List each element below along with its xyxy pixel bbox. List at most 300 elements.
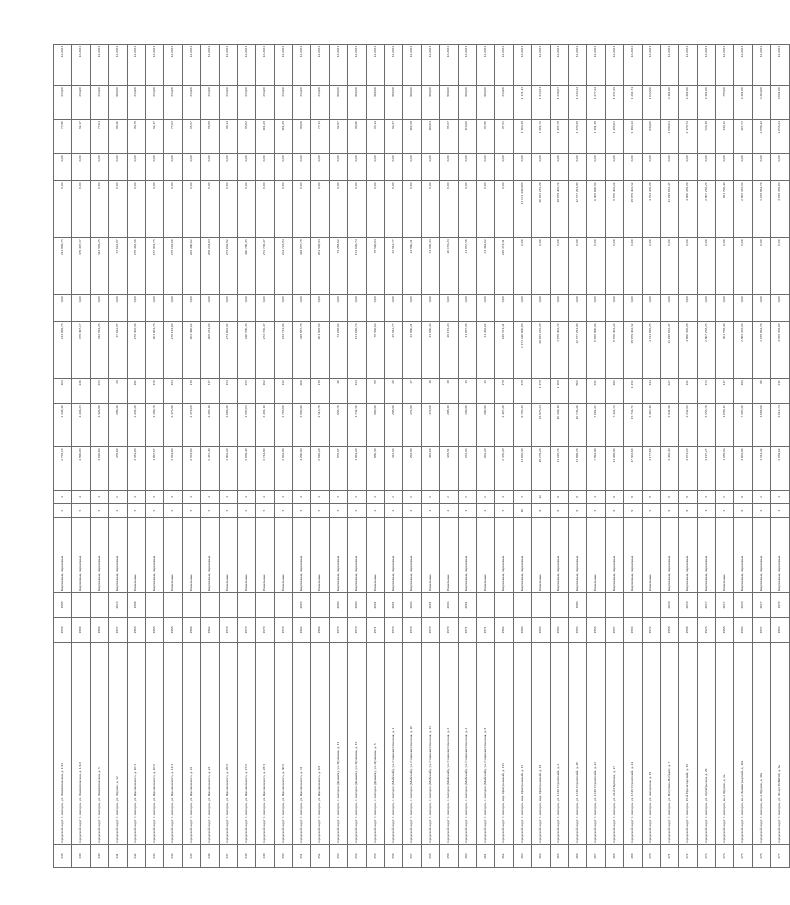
cell-floors: 3 bbox=[348, 504, 366, 518]
cell-entrances: 4 bbox=[90, 490, 108, 504]
cell-total-cost: 11 298 052,47 bbox=[660, 322, 678, 379]
cell-total-cost: 379 497,17 bbox=[72, 322, 90, 379]
cell-fund-cost-1: 0,00 bbox=[421, 295, 439, 322]
cell-row-number: 370 bbox=[642, 845, 660, 868]
cell-max-cost: 1 261,74 bbox=[624, 86, 642, 120]
cell-year-built: 1966 bbox=[72, 617, 90, 642]
cell-planned-period: 12.2031 bbox=[219, 45, 237, 86]
cell-year-built: 1968 bbox=[127, 617, 145, 642]
cell-year-built: 1983 bbox=[550, 617, 568, 642]
cell-entrances: 3 bbox=[329, 490, 347, 504]
cell-address: городской округ г. Ангарск, ул. 1316 Строителей, д. 20 bbox=[568, 642, 586, 844]
cell-living-area: 1 068,60 bbox=[752, 404, 770, 447]
cell-year-built: 1970 bbox=[219, 617, 237, 642]
cell-total-cost: 6 958 800,84 bbox=[587, 322, 605, 379]
cell-max-cost: 960,00 bbox=[403, 86, 421, 120]
cell-total-area: 2 626,20 bbox=[311, 447, 329, 490]
cell-fund-cost-3: 2 807 258,25 bbox=[697, 181, 715, 238]
cell-residents: 184 bbox=[164, 379, 182, 404]
cell-wall-material: Панельные bbox=[274, 517, 292, 592]
cell-planned-period: 12.2031 bbox=[293, 45, 311, 86]
cell-residents: 29 bbox=[109, 379, 127, 404]
cell-living-area: 3 467,40 bbox=[642, 404, 660, 447]
table-row bbox=[90, 45, 108, 868]
cell-year-built: 1968 bbox=[716, 617, 734, 642]
cell-planned-period: 12.2031 bbox=[550, 45, 568, 86]
cell-wall-material: Панельные bbox=[642, 517, 660, 592]
cell-fund-cost-4: 0,00 bbox=[716, 154, 734, 181]
cell-planned-period: 12.2031 bbox=[587, 45, 605, 86]
cell-fund-cost-4: 0,00 bbox=[495, 154, 513, 181]
cell-specific-cost: 1 080,03 bbox=[660, 120, 678, 154]
cell-fund-cost-1: 0,00 bbox=[660, 295, 678, 322]
table-body bbox=[54, 45, 790, 868]
cell-entrances: 4 bbox=[697, 490, 715, 504]
cell-total-area: 479,60 bbox=[109, 447, 127, 490]
cell-floors: 10 bbox=[513, 504, 531, 518]
cell-fund-cost-1: 0,00 bbox=[127, 295, 145, 322]
cell-planned-period: 12.2031 bbox=[72, 45, 90, 86]
cell-entrances: 4 bbox=[256, 490, 274, 504]
cell-total-cost: 214 969,75 bbox=[54, 322, 72, 379]
cell-floors: 5 bbox=[256, 504, 274, 518]
cell-specific-cost: 2 055,24 bbox=[771, 120, 789, 154]
cell-address: городской округ г. Ангарск, г. Ангарск (Майский), ул. Социалистическая, д. 9 bbox=[476, 642, 494, 844]
cell-fund-cost-1: 0,00 bbox=[642, 295, 660, 322]
cell-fund-cost-1: 0,00 bbox=[145, 295, 163, 322]
cell-max-cost: 960,00 bbox=[329, 86, 347, 120]
cell-fund-cost-1: 0,00 bbox=[329, 295, 347, 322]
cell-specific-cost: 98,30 bbox=[109, 120, 127, 154]
cell-wall-material: Панельные bbox=[366, 517, 384, 592]
cell-row-number: 358 bbox=[421, 845, 439, 868]
cell-fund-cost-4: 0,00 bbox=[752, 154, 770, 181]
table-row bbox=[293, 45, 311, 868]
cell-max-cost: 254,00 bbox=[219, 86, 237, 120]
cell-residents: 162 bbox=[256, 379, 274, 404]
cell-living-area: 4 436,25 bbox=[72, 404, 90, 447]
cell-total-cost: 12 577 291,90 bbox=[568, 322, 586, 379]
cell-total-cost: 19 979 402,52 bbox=[624, 322, 642, 379]
cell-year-built: 1971 bbox=[458, 617, 476, 642]
cell-floors: 5 bbox=[54, 504, 72, 518]
cell-entrances: 9 bbox=[605, 490, 623, 504]
table-row bbox=[421, 45, 439, 868]
cell-floors: 4 bbox=[697, 504, 715, 518]
cell-floors: 2 bbox=[476, 504, 494, 518]
table-row bbox=[568, 45, 586, 868]
cell-planned-period: 12.2031 bbox=[164, 45, 182, 86]
cell-wall-material: Кирпичные, первичные bbox=[54, 517, 72, 592]
cell-specific-cost: 1 187,79 bbox=[550, 120, 568, 154]
cell-fund-cost-2: 21 957,56 bbox=[458, 238, 476, 295]
cell-address: городской округ г. Ангарск, мкр. Центральный, д. 15 bbox=[513, 642, 531, 844]
cell-floors: 5 bbox=[201, 504, 219, 518]
cell-total-area: 338,81 bbox=[440, 447, 458, 490]
cell-living-area: 7 597,20 bbox=[734, 404, 752, 447]
cell-fund-cost-1: 0,00 bbox=[366, 295, 384, 322]
cell-floors: 9 bbox=[550, 504, 568, 518]
cell-specific-cost: 82,97 bbox=[329, 120, 347, 154]
cell-planned-period: 12.2031 bbox=[403, 45, 421, 86]
cell-planned-period: 12.2031 bbox=[642, 45, 660, 86]
cell-residents: 154 bbox=[219, 379, 237, 404]
cell-planned-period: 12.2031 bbox=[513, 45, 531, 86]
cell-total-area: 293,80 bbox=[403, 447, 421, 490]
cell-planned-period: 12.2031 bbox=[237, 45, 255, 86]
cell-living-area: 2 407,20 bbox=[495, 404, 513, 447]
cell-year-built: 1972 bbox=[642, 617, 660, 642]
cell-specific-cost: 1 163,39 bbox=[513, 120, 531, 154]
cell-planned-period: 12.2031 bbox=[716, 45, 734, 86]
cell-max-cost: 254,00 bbox=[237, 86, 255, 120]
cell-living-area: 1 741,50 bbox=[348, 404, 366, 447]
cell-floors: 2 bbox=[458, 504, 476, 518]
cell-fund-cost-3: 0,00 bbox=[403, 181, 421, 238]
cell-fund-cost-3: 561 798,40 bbox=[716, 181, 734, 238]
cell-total-cost: 73 268,62 bbox=[329, 322, 347, 379]
cell-row-number: 355 bbox=[366, 845, 384, 868]
cell-year-renovated bbox=[550, 592, 568, 617]
cell-floors: 5 bbox=[164, 504, 182, 518]
cell-year-built: 1970 bbox=[348, 617, 366, 642]
cell-row-number: 356 bbox=[385, 845, 403, 868]
cell-year-renovated: 2015 bbox=[109, 592, 127, 617]
table-row bbox=[734, 45, 752, 868]
cell-address: городской округ г. Ангарск, ул. 1316 Строителей, д. 2 bbox=[550, 642, 568, 844]
cell-fund-cost-4: 0,00 bbox=[256, 154, 274, 181]
cell-entrances: 4 bbox=[237, 490, 255, 504]
cell-fund-cost-4: 0,00 bbox=[440, 154, 458, 181]
cell-wall-material: Кирпичные, первичные bbox=[293, 517, 311, 592]
cell-row-number: 350 bbox=[274, 845, 292, 868]
cell-planned-period: 12.2031 bbox=[385, 45, 403, 86]
cell-year-built: 1983 bbox=[624, 617, 642, 642]
cell-year-renovated: 1999 bbox=[127, 592, 145, 617]
cell-year-renovated bbox=[587, 592, 605, 617]
cell-fund-cost-2: 151 646,74 bbox=[348, 238, 366, 295]
cell-year-built: 1960 bbox=[513, 617, 531, 642]
cell-floors: 9 bbox=[568, 504, 586, 518]
cell-fund-cost-3: 8 876 403,22 bbox=[605, 181, 623, 238]
cell-residents: 17 bbox=[403, 379, 421, 404]
cell-entrances: 2 bbox=[458, 490, 476, 504]
cell-total-area: 2 457,40 bbox=[201, 447, 219, 490]
cell-wall-material: Кирпичные, первичные bbox=[697, 517, 715, 592]
cell-fund-cost-3: 0,00 bbox=[54, 181, 72, 238]
table-row bbox=[660, 45, 678, 868]
cell-fund-cost-1: 0,00 bbox=[697, 295, 715, 322]
cell-fund-cost-3: 0,00 bbox=[90, 181, 108, 238]
cell-entrances: 9 bbox=[624, 490, 642, 504]
cell-fund-cost-2: 0,00 bbox=[550, 238, 568, 295]
cell-address: городской округ г. Ангарск, ул. Циолковского, д. 26/2 bbox=[219, 642, 237, 844]
cell-address: городской округ г. Ангарск, г. Ангарск (Дежнёв), ул. Пушкина, д. 13 bbox=[348, 642, 366, 844]
cell-residents: 551 bbox=[587, 379, 605, 404]
cell-fund-cost-4: 0,00 bbox=[458, 154, 476, 181]
cell-max-cost: 2 301,00 bbox=[734, 86, 752, 120]
cell-year-renovated bbox=[201, 592, 219, 617]
cell-residents: 193 bbox=[734, 379, 752, 404]
cell-residents: 206 bbox=[293, 379, 311, 404]
cell-planned-period: 12.2031 bbox=[256, 45, 274, 86]
cell-total-area: 4 197,27 bbox=[697, 447, 715, 490]
cell-specific-cost: 85,57 bbox=[182, 120, 200, 154]
cell-specific-cost: 100,04 bbox=[421, 120, 439, 154]
cell-fund-cost-2: 229 374,31 bbox=[495, 238, 513, 295]
cell-fund-cost-3: 20 655 235,29 bbox=[532, 181, 550, 238]
table-row bbox=[348, 45, 366, 868]
cell-living-area: 3 375,80 bbox=[164, 404, 182, 447]
cell-fund-cost-1: 0,00 bbox=[679, 295, 697, 322]
cell-planned-period: 12.2031 bbox=[568, 45, 586, 86]
cell-total-area: 5 659,40 bbox=[237, 447, 255, 490]
cell-fund-cost-1: 0,00 bbox=[72, 295, 90, 322]
cell-fund-cost-3: 0,00 bbox=[495, 181, 513, 238]
cell-address: городской округ г. Ангарск, ул. Циолковского, д. 22 bbox=[182, 642, 200, 844]
cell-residents: 118 bbox=[182, 379, 200, 404]
cell-total-cost: 278 193,60 bbox=[164, 322, 182, 379]
cell-fund-cost-1: 0,00 bbox=[109, 295, 127, 322]
cell-residents: 244 bbox=[642, 379, 660, 404]
cell-specific-cost: 101,28 bbox=[256, 120, 274, 154]
cell-address: городской округ г. Ангарск, ул. Ватутина-Победит, д. 7 bbox=[660, 642, 678, 844]
cell-residents: 802 bbox=[568, 379, 586, 404]
cell-total-area: 1 544,42 bbox=[752, 447, 770, 490]
cell-specific-cost: 115,00 bbox=[458, 120, 476, 154]
cell-total-cost: 203 490,02 bbox=[182, 322, 200, 379]
cell-year-renovated: 2001 bbox=[458, 592, 476, 617]
cell-planned-period: 12.2031 bbox=[90, 45, 108, 86]
cell-specific-cost: 77,90 bbox=[54, 120, 72, 154]
cell-wall-material: Кирпичные, первичные bbox=[109, 517, 127, 592]
cell-living-area: 186,80 bbox=[458, 404, 476, 447]
cell-address: городской округ г. Ангарск, ул. Циолковского, д. 6/2 bbox=[311, 642, 329, 844]
cell-year-renovated: 2000 bbox=[348, 592, 366, 617]
cell-address: городской округ г. Ангарск, кв-л Фрунзе, д. 46а bbox=[752, 642, 770, 844]
cell-wall-material: Кирпичные, первичные bbox=[385, 517, 403, 592]
cell-total-area: 3 583,00 bbox=[127, 447, 145, 490]
cell-max-cost: 254,00 bbox=[164, 86, 182, 120]
cell-fund-cost-1: 0,00 bbox=[256, 295, 274, 322]
table-row bbox=[127, 45, 145, 868]
cell-living-area: 9 705,45 bbox=[513, 404, 531, 447]
cell-year-built: 1985 bbox=[587, 617, 605, 642]
cell-floors: 2 bbox=[385, 504, 403, 518]
cell-row-number: 347 bbox=[219, 845, 237, 868]
cell-fund-cost-3: 0,00 bbox=[293, 181, 311, 238]
cell-residents: 20 bbox=[385, 379, 403, 404]
cell-fund-cost-2: 0,00 bbox=[716, 238, 734, 295]
cell-row-number: 366 bbox=[568, 845, 586, 868]
cell-entrances: 2 bbox=[440, 490, 458, 504]
cell-fund-cost-4: 0,00 bbox=[54, 154, 72, 181]
cell-fund-cost-3: 19 979 402,72 bbox=[550, 181, 568, 238]
cell-fund-cost-1: 0,00 bbox=[624, 295, 642, 322]
table-row bbox=[201, 45, 219, 868]
cell-wall-material: Панельные bbox=[127, 517, 145, 592]
cell-max-cost: 960,00 bbox=[476, 86, 494, 120]
cell-total-area: 3 462,30 bbox=[660, 447, 678, 490]
cell-fund-cost-2: 31 830,43 bbox=[421, 238, 439, 295]
cell-total-cost: 21 957,56 bbox=[458, 322, 476, 379]
cell-living-area: 3 941,50 bbox=[660, 404, 678, 447]
cell-floors: 4 bbox=[771, 504, 789, 518]
cell-entrances: 4 bbox=[495, 490, 513, 504]
cell-year-renovated bbox=[72, 592, 90, 617]
cell-entrances: 4 bbox=[274, 490, 292, 504]
cell-fund-cost-3: 0,00 bbox=[145, 181, 163, 238]
cell-living-area: 2 305,10 bbox=[201, 404, 219, 447]
cell-year-built: 1970 bbox=[421, 617, 439, 642]
cell-wall-material: Кирпичные, первичные bbox=[513, 517, 531, 592]
cell-planned-period: 12.2031 bbox=[311, 45, 329, 86]
cell-fund-cost-2: 208 234,84 bbox=[201, 238, 219, 295]
cell-specific-cost: 85,57 bbox=[440, 120, 458, 154]
cell-row-number: 341 bbox=[109, 845, 127, 868]
table-row bbox=[440, 45, 458, 868]
cell-fund-cost-1: 0,00 bbox=[201, 295, 219, 322]
cell-fund-cost-4: 0,00 bbox=[237, 154, 255, 181]
cell-year-built: 1993 bbox=[734, 617, 752, 642]
cell-year-renovated: 2019 bbox=[734, 592, 752, 617]
cell-living-area: 15 731,71 bbox=[624, 404, 642, 447]
cell-entrances: 4 bbox=[127, 490, 145, 504]
cell-fund-cost-2: 187 901,75 bbox=[145, 238, 163, 295]
cell-fund-cost-2: 0,00 bbox=[697, 238, 715, 295]
cell-fund-cost-4: 0,00 bbox=[403, 154, 421, 181]
cell-living-area: 10 436,10 bbox=[550, 404, 568, 447]
cell-specific-cost: 77,13 bbox=[311, 120, 329, 154]
cell-living-area: 806,90 bbox=[366, 404, 384, 447]
cell-total-cost: 278 465,56 bbox=[127, 322, 145, 379]
cell-row-number: 354 bbox=[348, 845, 366, 868]
cell-specific-cost: 101,28 bbox=[274, 120, 292, 154]
cell-max-cost: 960,00 bbox=[421, 86, 439, 120]
table-row bbox=[495, 45, 513, 868]
cell-residents: 1 108 bbox=[550, 379, 568, 404]
cell-fund-cost-4: 0,00 bbox=[72, 154, 90, 181]
cell-fund-cost-4: 0,00 bbox=[219, 154, 237, 181]
cell-specific-cost: 2 170,72 bbox=[679, 120, 697, 154]
cell-wall-material: Кирпичные, первичные bbox=[72, 517, 90, 592]
cell-fund-cost-2: 0,00 bbox=[624, 238, 642, 295]
cell-fund-cost-1: 0,00 bbox=[550, 295, 568, 322]
table-row bbox=[329, 45, 347, 868]
cell-year-built: 1959 bbox=[54, 617, 72, 642]
cell-max-cost: 785,00 bbox=[716, 86, 734, 120]
cell-planned-period: 12.2031 bbox=[532, 45, 550, 86]
cell-floors: 3 bbox=[329, 504, 347, 518]
cell-fund-cost-3: 0,00 bbox=[274, 181, 292, 238]
cell-entrances: 4 bbox=[311, 490, 329, 504]
cell-row-number: 372 bbox=[679, 845, 697, 868]
cell-specific-cost: 1 181,19 bbox=[587, 120, 605, 154]
cell-year-built: 1986 bbox=[679, 617, 697, 642]
cell-floors: 5 bbox=[90, 504, 108, 518]
cell-planned-period: 12.2031 bbox=[182, 45, 200, 86]
cell-fund-cost-1: 0,00 bbox=[219, 295, 237, 322]
cell-row-number: 344 bbox=[164, 845, 182, 868]
cell-year-built: 1968 bbox=[164, 617, 182, 642]
cell-address: городской округ г. Ангарск, ул. 1316 Строителей, д. 22 bbox=[587, 642, 605, 844]
cell-living-area: 3 555,70 bbox=[697, 404, 715, 447]
cell-max-cost: 254,00 bbox=[90, 86, 108, 120]
cell-planned-period: 12.2031 bbox=[145, 45, 163, 86]
cell-fund-cost-2: 73 268,62 bbox=[329, 238, 347, 295]
cell-fund-cost-3: 0,00 bbox=[440, 181, 458, 238]
cell-max-cost: 254,00 bbox=[256, 86, 274, 120]
cell-fund-cost-1: 0,00 bbox=[716, 295, 734, 322]
cell-wall-material: Панельные bbox=[182, 517, 200, 592]
cell-year-built: 1966 bbox=[90, 617, 108, 642]
cell-floors: 5 bbox=[182, 504, 200, 518]
cell-specific-cost: 2 089,42 bbox=[752, 120, 770, 154]
cell-living-area: 1 089,11 bbox=[716, 404, 734, 447]
cell-total-area: 395,60 bbox=[421, 447, 439, 490]
table-row bbox=[476, 45, 494, 868]
cell-living-area: 10 745,20 bbox=[568, 404, 586, 447]
cell-planned-period: 12.2031 bbox=[660, 45, 678, 86]
cell-total-cost: 23 860,21 bbox=[403, 322, 421, 379]
cell-specific-cost: 130,12 bbox=[716, 120, 734, 154]
cell-fund-cost-2: 234 723,84 bbox=[274, 238, 292, 295]
cell-address: городской округ г. Ангарск, ул. Филипповская, д. 1/4/2 bbox=[72, 642, 90, 844]
cell-residents: 88 bbox=[366, 379, 384, 404]
cell-year-renovated: 2001 bbox=[421, 592, 439, 617]
table-row bbox=[550, 45, 568, 868]
cell-row-number: 338 bbox=[54, 845, 72, 868]
cell-fund-cost-3: 0,00 bbox=[237, 181, 255, 238]
cell-year-renovated bbox=[90, 592, 108, 617]
cell-planned-period: 12.2031 bbox=[605, 45, 623, 86]
cell-total-area: 17 503,60 bbox=[624, 447, 642, 490]
cell-total-cost: 343 593,25 bbox=[90, 322, 108, 379]
cell-wall-material: Кирпичные, первичные bbox=[734, 517, 752, 592]
cell-planned-period: 12.2031 bbox=[752, 45, 770, 86]
cell-total-area: 11 665,50 bbox=[513, 447, 531, 490]
table-row bbox=[642, 45, 660, 868]
cell-year-renovated bbox=[495, 592, 513, 617]
cell-planned-period: 12.2031 bbox=[697, 45, 715, 86]
cell-year-renovated: 2017 bbox=[716, 592, 734, 617]
cell-specific-cost: 95,62 bbox=[237, 120, 255, 154]
cell-wall-material: Кирпичные, первичные bbox=[660, 517, 678, 592]
cell-address: городской округ г. Ангарск, ул. Октябрьская, д. 29 bbox=[697, 642, 715, 844]
cell-fund-cost-1: 0,00 bbox=[752, 295, 770, 322]
cell-year-renovated bbox=[256, 592, 274, 617]
cell-year-renovated: 2017 bbox=[752, 592, 770, 617]
cell-floors: 5 bbox=[311, 504, 329, 518]
cell-max-cost: 254,00 bbox=[145, 86, 163, 120]
cell-address: городской округ г. Ангарск, мкр. Центральный, д. 115 bbox=[495, 642, 513, 844]
cell-fund-cost-3: 0,00 bbox=[219, 181, 237, 238]
cell-living-area: 3 893,90 bbox=[293, 404, 311, 447]
cell-floors: 5 bbox=[642, 504, 660, 518]
cell-fund-cost-3: 0,00 bbox=[348, 181, 366, 238]
cell-total-cost: 2 865 335,84 bbox=[734, 322, 752, 379]
table-row bbox=[458, 45, 476, 868]
cell-fund-cost-4: 0,00 bbox=[366, 154, 384, 181]
cell-entrances: 9 bbox=[734, 490, 752, 504]
cell-fund-cost-4: 0,00 bbox=[201, 154, 219, 181]
cell-total-area: 3 177,00 bbox=[642, 447, 660, 490]
cell-specific-cost: 307,71 bbox=[734, 120, 752, 154]
cell-total-area: 322,84 bbox=[385, 447, 403, 490]
cell-year-renovated bbox=[605, 592, 623, 617]
cell-fund-cost-3: 0,00 bbox=[109, 181, 127, 238]
cell-residents: 179 bbox=[495, 379, 513, 404]
